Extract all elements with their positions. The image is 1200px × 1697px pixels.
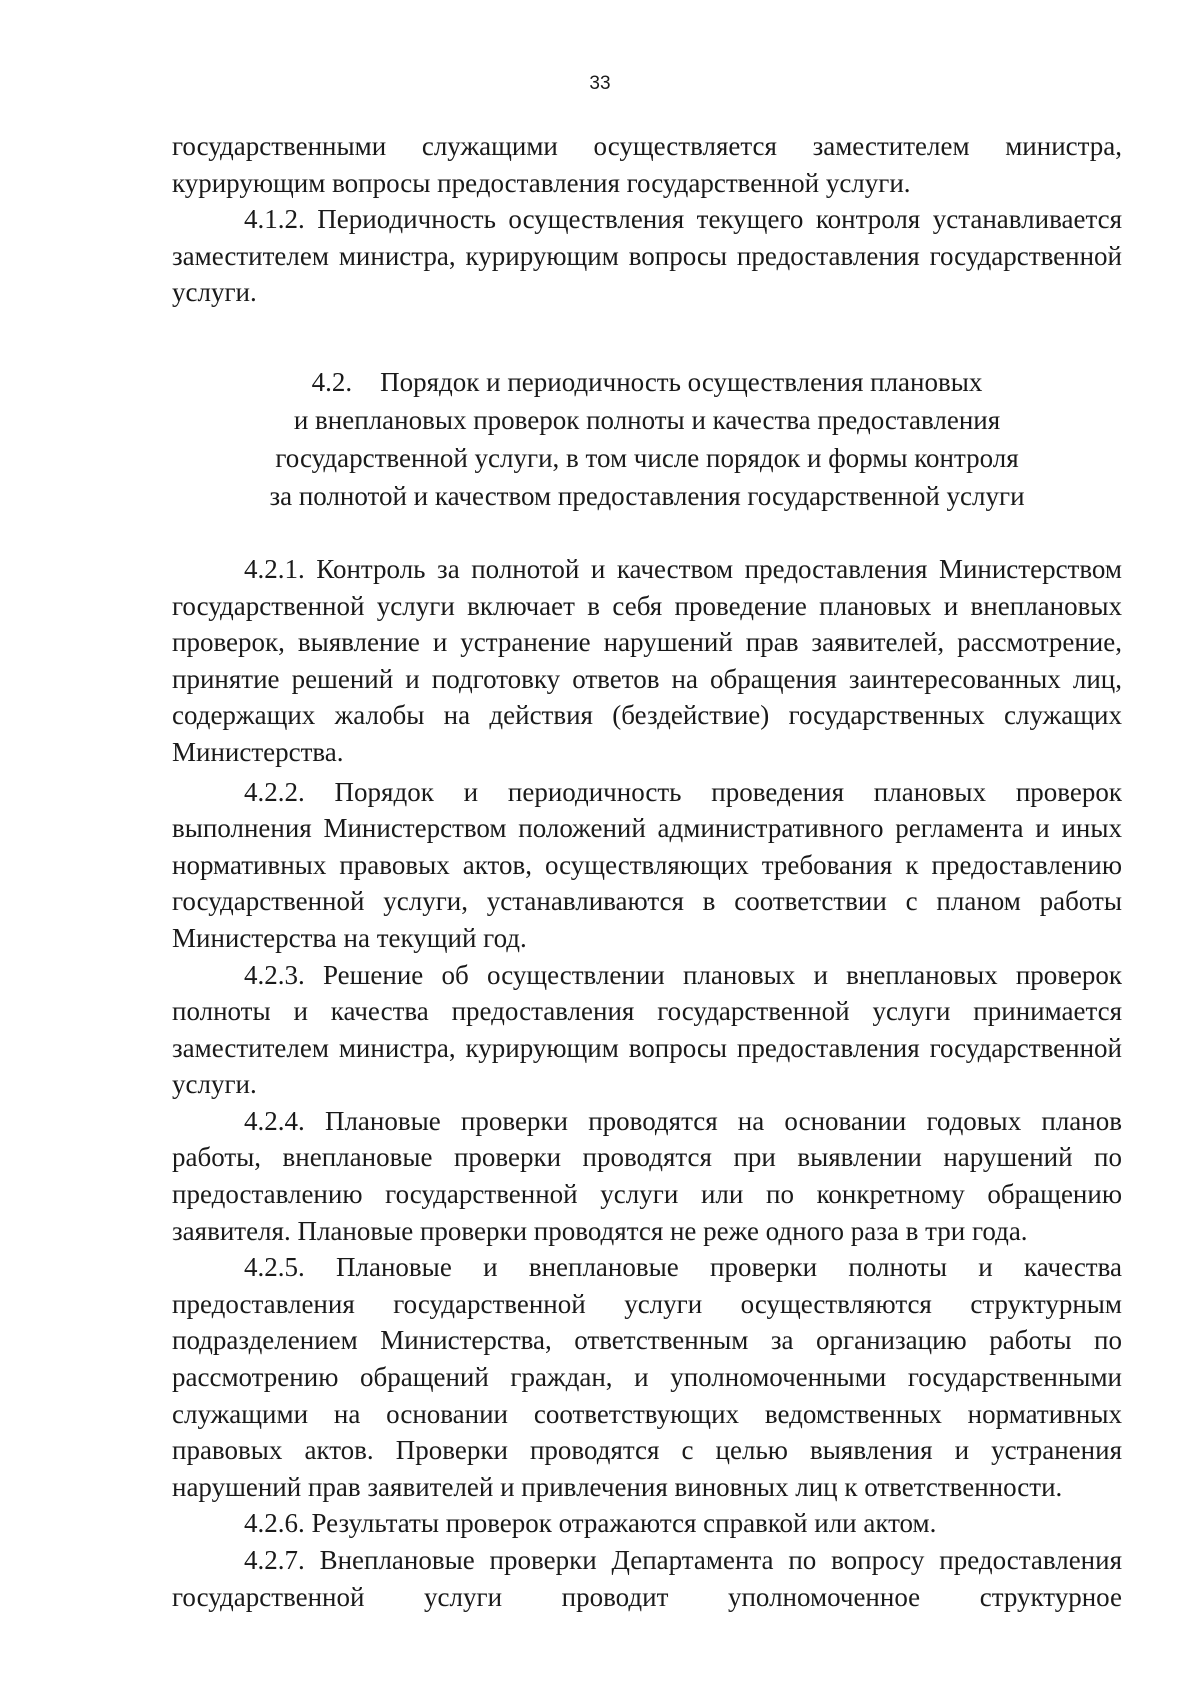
paragraph-continuation: государственными служащими осуществляется заместителем министра, курирующим вопросы предоставления государственной услуги.: [172, 131, 1122, 198]
page-number: 33: [589, 73, 611, 94]
section-heading-line-4: за полнотой и качеством предоставления государственной услуги: [269, 480, 1025, 511]
section-number: 4.2.: [311, 366, 353, 397]
section-heading-line-3: государственной услуги, в том числе порядок и формы контроля: [275, 442, 1019, 473]
paragraph-4-2-6: 4.2.6. Результаты проверок отражаются справкой или актом.: [244, 1508, 937, 1539]
section-heading-line-2: и внеплановых проверок полноты и качества предоставления: [293, 404, 1001, 435]
paragraph-4-2-2: 4.2.2. Порядок и периодичность проведения плановых проверок выполнения Министерством положений административного регламента и иных нормативных правовых актов, осуществляющих требования к предоставлению государственной услуги, устанавливаются в соответствии с планом работы Министерства на текущий год.: [172, 776, 1122, 953]
paragraph-4-2-1: 4.2.1. Контроль за полнотой и качеством предоставления Министерством государственной услуги включает в себя проведение плановых и внеплановых проверок, выявление и устранение нарушений прав заявителей, рассмотрение, принятие решений и подготовку ответов на обращения заинтересованных лиц, содержащих жалобы на действия (бездействие) государственных служащих Министерства.: [172, 553, 1122, 767]
paragraph-4-1-2: 4.1.2. Периодичность осуществления текущего контроля устанавливается заместителем министра, курирующим вопросы предоставления государственной услуги.: [172, 204, 1122, 308]
paragraph-4-2-5: 4.2.5. Плановые и внеплановые проверки полноты и качества предоставления государственной услуги осуществляются структурным подразделением Министерства, ответственным за организацию работы по рассмотрению обращений граждан, и уполномоченными государственными служащими на основании соответствующих ведомственных нормативных правовых актов. Проверки проводятся с целью выявления и устранения нарушений прав заявителей и привлечения виновных лиц к ответственности.: [172, 1252, 1122, 1502]
section-heading-4-2: [172, 363, 1122, 515]
paragraph-4-2-3: 4.2.3. Решение об осуществлении плановых и внеплановых проверок полноты и качества предоставления государственной услуги принимается заместителем министра, курирующим вопросы предоставления государственной услуги.: [172, 959, 1122, 1100]
paragraph-4-2-4: 4.2.4. Плановые проверки проводятся на основании годовых планов работы, внеплановые проверки проводятся при выявлении нарушений по предоставлению государственной услуги или по конкретному обращению заявителя. Плановые проверки проводятся не реже одного раза в три года.: [172, 1105, 1122, 1246]
paragraph-4-2-7: 4.2.7. Внеплановые проверки Департамента по вопросу предоставления государственной услуги проводит уполномоченное структурное: [172, 1545, 1122, 1612]
document-body: [172, 128, 1122, 1615]
section-heading-line-1: 4.2. Порядок и периодичность осуществления плановых: [172, 363, 1122, 401]
